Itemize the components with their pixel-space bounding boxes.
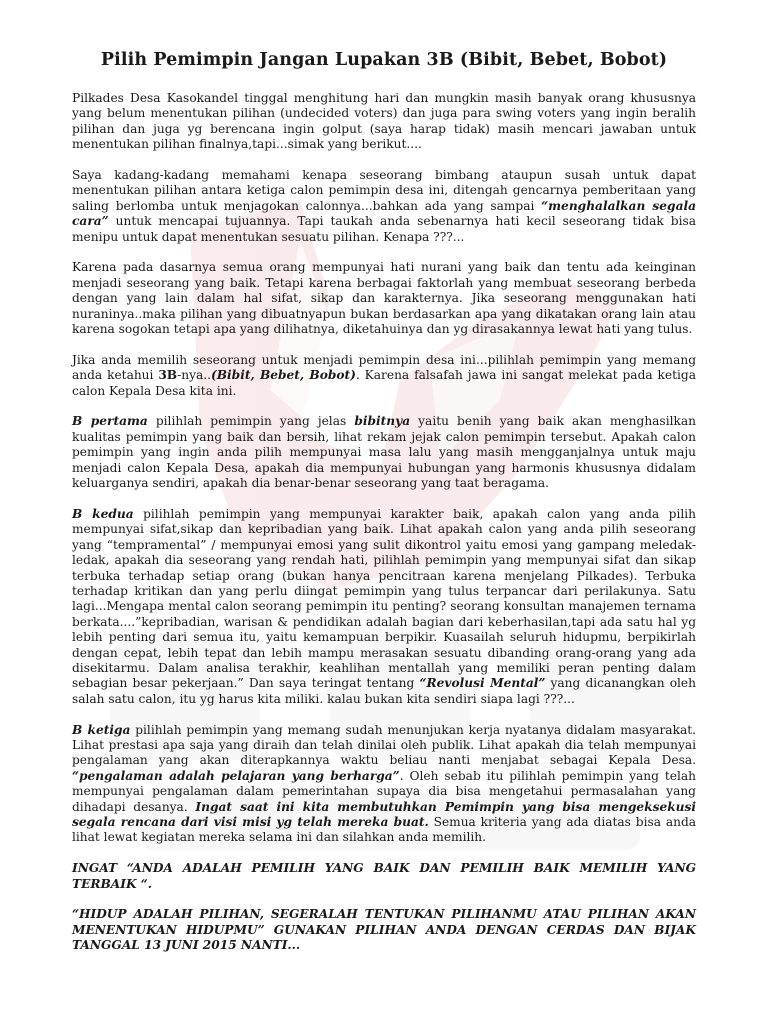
closing-ingat: INGAT “ANDA ADALAH PEMILIH YANG BAIK DAN PEMILIH BAIK MEMILIH YANG TERBAIK “.: [72, 861, 696, 891]
paragraph-3b-intro: [72, 353, 696, 399]
b-ketiga-lead: B ketiga: [72, 722, 131, 737]
closing-hidup: “HIDUP ADALAH PILIHAN, SEGERALAH TENTUKAN PILIHANMU ATAU PILIHAN AKAN MENENTUKAN HIDUPMU” GUNAKAN PILIHAN ANDA DENGAN CERDAS DAN BIJAK TANGGAL 13 JUNI 2015 NANTI...: [72, 907, 696, 953]
paragraph-b-ketiga: [72, 723, 696, 846]
paragraph-3b-text-a: Jika anda memilih seseorang untuk menjadi pemimpin desa ini...pilihlah pemimpin yang memang anda ketahui: [72, 352, 696, 383]
b-pertama-lead: B pertama: [72, 414, 148, 429]
paragraph-3b-bold: 3B: [158, 368, 178, 383]
paragraph-bimbang-emphasis: “menghalalkan segala cara”: [72, 198, 696, 229]
paragraph-3b-emphasis: (Bibit, Bebet, Bobot): [210, 368, 356, 383]
b-kedua-text-a: pilihlah pemimpin yang mempunyai karakter baik, apakah calon yang anda pilih mempunyai sifat,sikap dan kepribadian yang baik. Lihat apakah calon yang anda pilih seseorang yang “tempramental” / mempunyai emosi yang sulit dikontrol yaitu emosi yang gampang meledak-ledak, apakah dia seseorang yang rendah hati, pilihlah pemimpin yang mempunyai sifat dan sikap terbuka terhadap setiap orang (bukan hanya pencitraan karena menjelang Pilkades). Terbuka terhadap kritikan dan yang perlu diingat pemimpin yang tulus terpancar dari perilakunya. Satu lagi...Mengapa mental calon seorang pemimpin itu penting? seorang konsultan manajemen ternama berkata....”kepribadian, warisan & pendidikan adalah bagian dari keberhasilan,tapi ada satu hal yg lebih penting dari semua itu, yaitu kemampuan berpikir. Kuasailah seluruh hidupmu, berpikirlah dengan cepat, lebih tepat dan lebih mampu merasakan sesuatu dibanding orang-orang yang ada disekitarmu. Dalam analisa terakhir, keahlihan mentallah yang memiliki peran penting dalam sebagian besar pekerjaan.” Dan saya teringat tentang: [72, 506, 696, 691]
paragraph-b-pertama: [72, 414, 696, 491]
b-ketiga-text-b: . Oleh sebab itu pilihlah pemimpin yang telah mempunyai pengalaman dalam pemerintahan supaya dia bisa mengetahui permasalahan yang dihadapi desanya.: [72, 768, 696, 814]
b-pertama-emphasis: bibitnya: [354, 414, 411, 429]
paragraph-hati-nurani: Karena pada dasarnya semua orang mempunyai hati nurani yang baik dan tentu ada keinginan menjadi seseorang yang baik. Tetapi karena berbagai faktorlah yang membuat seseorang berbeda dengan yang lain dalam hal sifat, sikap dan karakternya. Jika seseorang menggunakan hati nuraninya..maka pilihan yang dibuatnyapun bukan berdasarkan apa yang dikatakan orang lain atau karena sogokan tetapi apa yang dilihatnya, diketahuinya dan yg dirasakannya lewat hati yang tulus.: [72, 260, 696, 337]
b-ketiga-text-a: pilihlah pemimpin yang memang sudah menunjukan kerja nyatanya didalam masyarakat. Lihat prestasi apa saja yang diraih dan telah dinilai oleh publik. Lihat apakah dia telah mempunyai pengalaman yang akan diterapkannya waktu beliau nanti menjabat sebagai Kepala Desa.: [72, 722, 696, 768]
document-title: Pilih Pemimpin Jangan Lupakan 3B (Bibit, Bebet, Bobot): [100, 50, 668, 70]
b-ketiga-emphasis-1: “pengalaman adalah pelajaran yang berharga”: [72, 768, 400, 783]
b-kedua-text-b: yang dicanangkan oleh salah satu calon, itu yg harus kita miliki. kalau bukan kita sendiri siapa lagi ???...: [72, 676, 696, 706]
b-pertama-text-a: pilihlah pemimpin yang jelas: [147, 414, 355, 429]
paragraph-bimbang-text-b: untuk mencapai tujuannya. Tapi taukah anda sebenarnya hati kecil seseorang tidak bisa menipu untuk dapat menentukan sesuatu pilihan. Kenapa ???...: [72, 214, 696, 244]
paragraph-intro: Pilkades Desa Kasokandel tinggal menghitung hari dan mungkin masih banyak orang khususnya yang belum menentukan pilihan (undecided voters) dan juga para swing voters yang ingin beralih pilihan dan juga yg berencana ingin golput (saya harap tidak) masih mencari jawaban untuk menentukan pilihan finalnya,tapi...simak yang berikut....: [72, 91, 696, 152]
paragraph-bimbang-text-a: Saya kadang-kadang memahami kenapa seseorang bimbang ataupun susah untuk dapat menentukan pilihan antara ketiga calon pemimpin desa ini, ditengah gencarnya pemberitaan yang saling berlomba untuk menjagokan calonnya...bahkan ada yang sampai: [72, 168, 696, 213]
b-kedua-emphasis: “Revolusi Mental”: [419, 676, 546, 691]
paragraph-3b-text-c: . Karena falsafah jawa ini sangat melekat pada ketiga calon Kepala Desa kita ini.: [72, 368, 696, 398]
b-pertama-text-b: yaitu benih yang baik akan menghasilkan kualitas pemimpin yang baik dan bersih, lihat rekam jejak calon pemimpin tersebut. Apakah calon pemimpin yang ingin anda pilih mempunyai masa lalu yang masih mengganjalnya untuk maju menjadi calon Kepala Desa, apakah dia mempunyai hubungan yang harmonis khususnya didalam keluarganya sendiri, apakah dia benar-benar seseorang yang taat beragama.: [72, 414, 696, 491]
paragraph-bimbang: [72, 168, 696, 245]
b-ketiga-text-c: Semua kriteria yang ada diatas bisa anda lihat lewat kegiatan mereka selama ini dan silahkan anda memilih.: [72, 815, 697, 845]
b-ketiga-emphasis-2: Ingat saat ini kita membutuhkan Pemimpin yang bisa mengeksekusi segala rencana dari visi misi yg telah mereka buat.: [72, 799, 696, 829]
b-kedua-lead: B kedua: [72, 506, 134, 521]
paragraph-b-kedua: [72, 507, 696, 707]
paragraph-3b-suffix: -nya..: [177, 368, 211, 383]
